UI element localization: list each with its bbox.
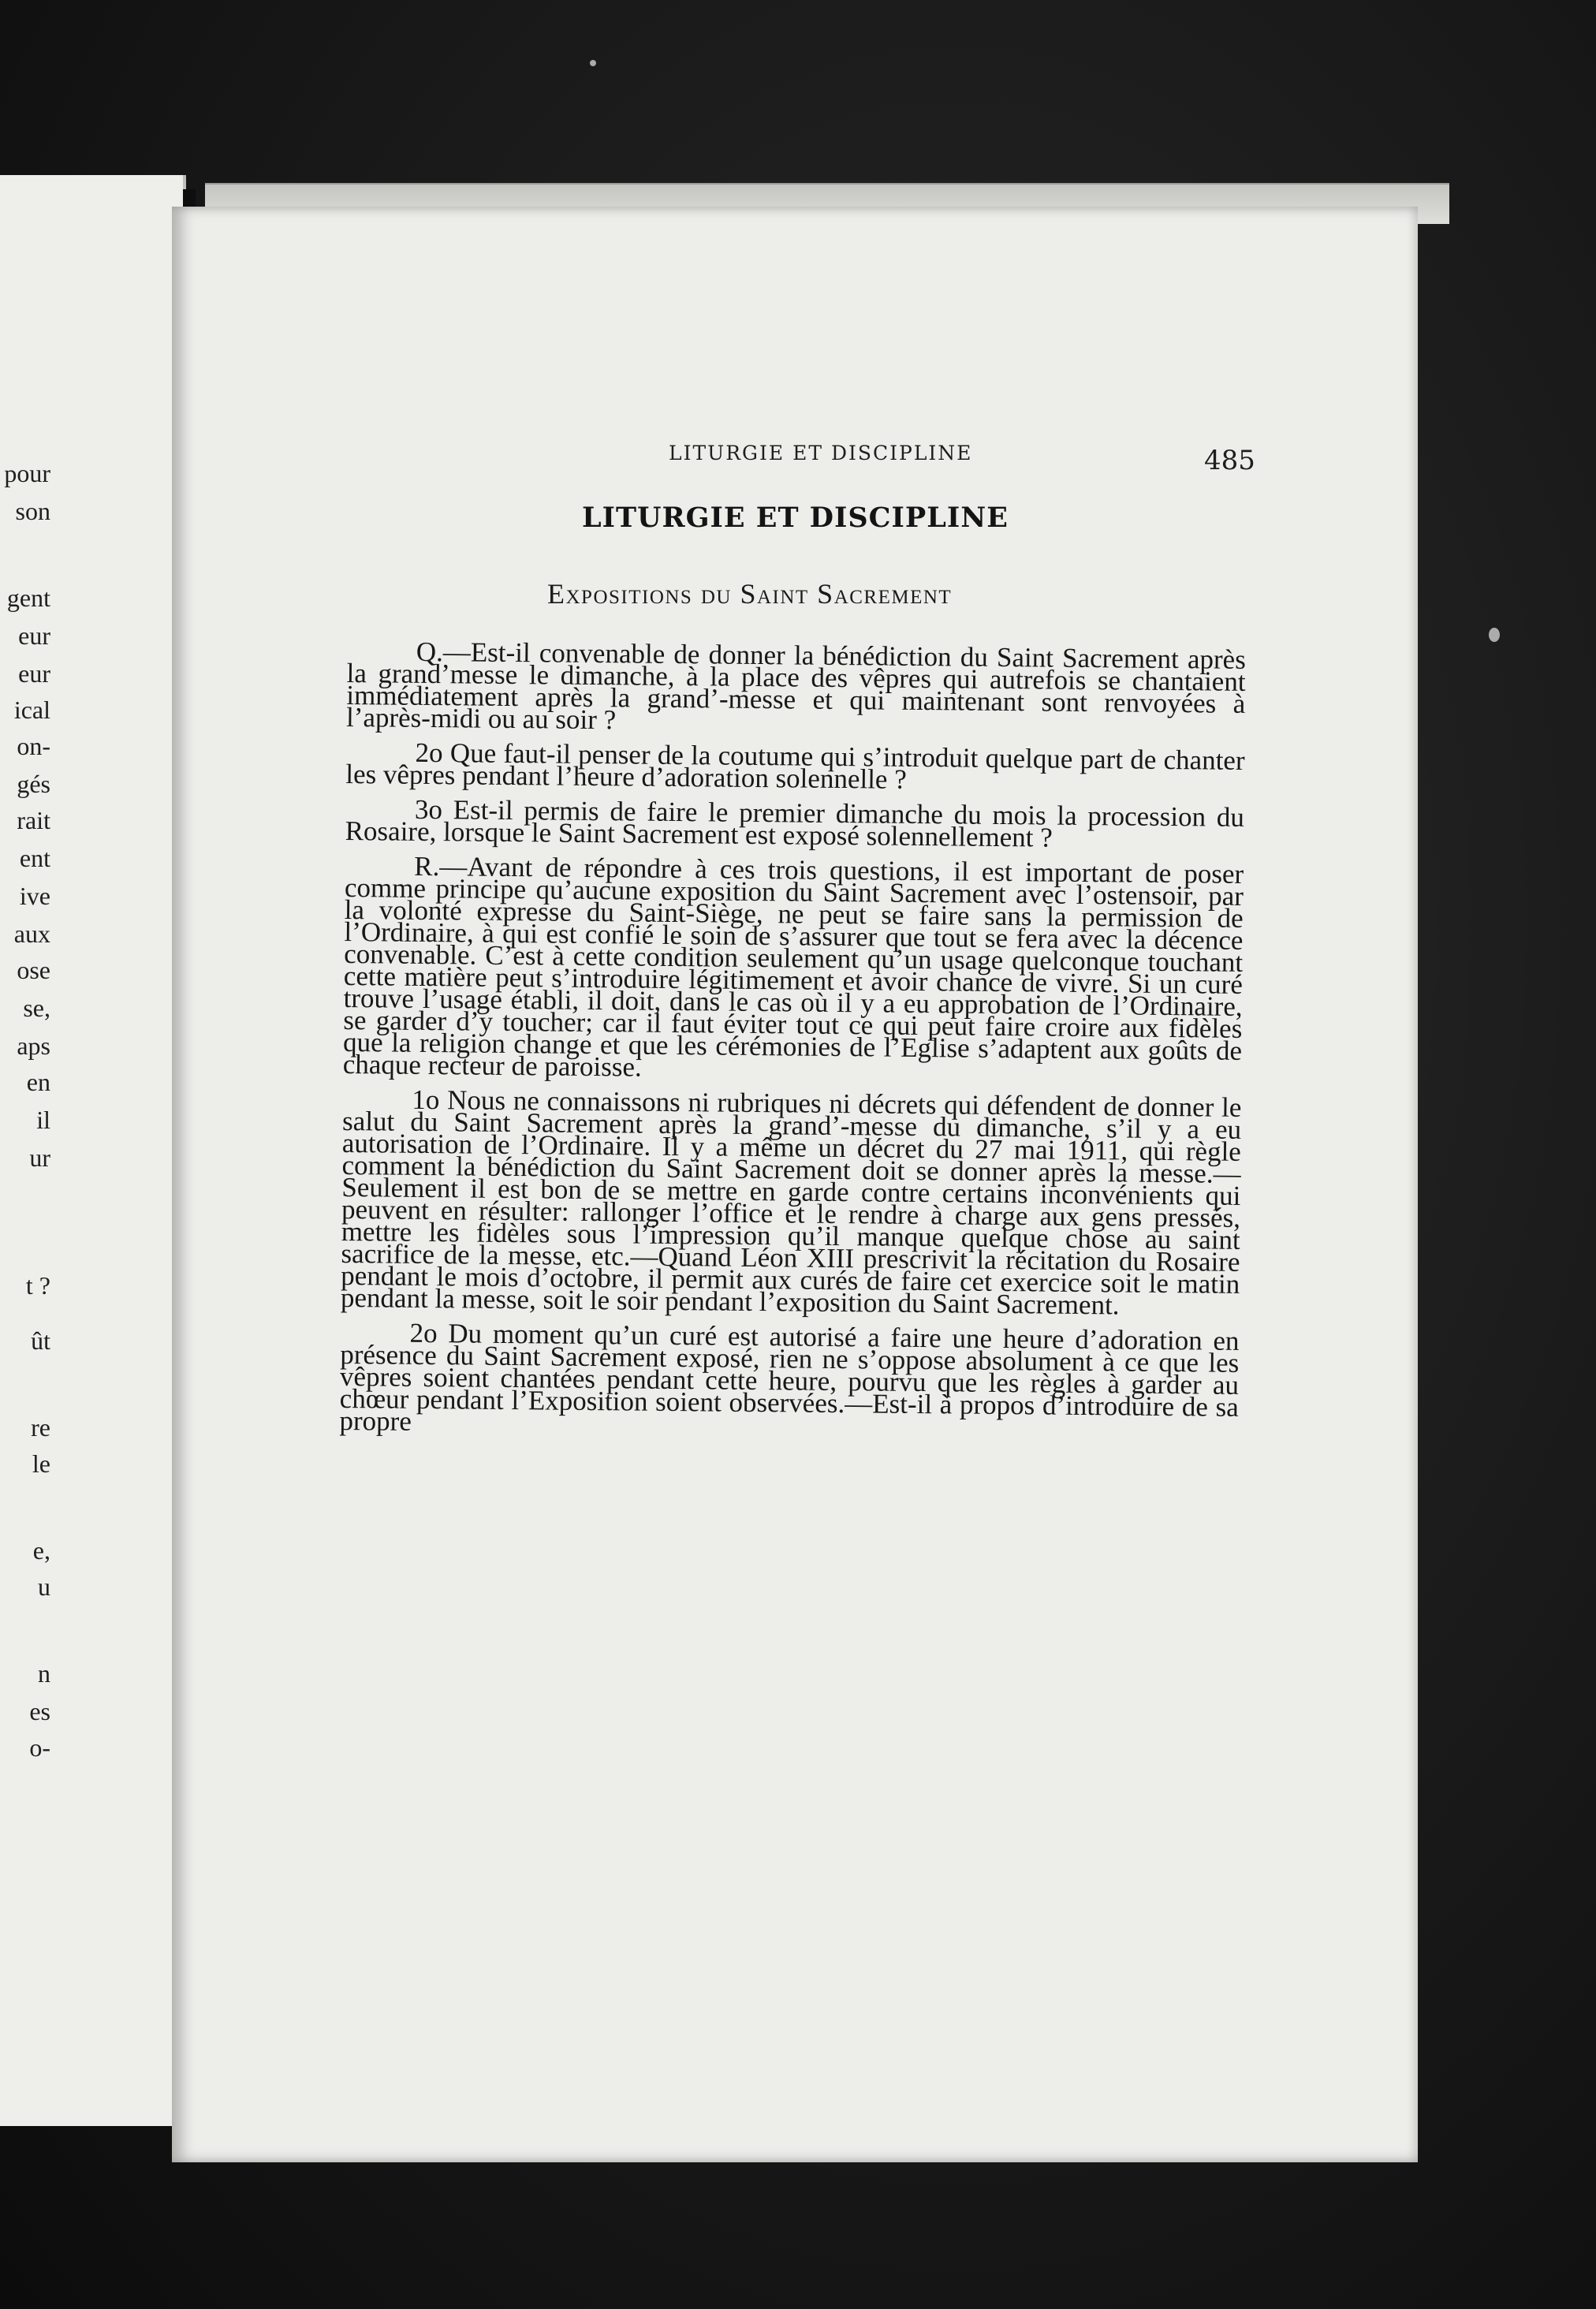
paragraph-response: R.—Avant de répondre à ces trois questions, il est important de poser comme principe qu’aucune exposition du Saint Sacrement avec l’ostensoir, par la volonté expresse du Saint-Siège, ne peut se faire sans la permission de l’Ordinaire, à qui est confié le soin de s’assurer que tout se fera avec la décence convenable. C’est à cette condition seulement qu’un usage quelconque touchant cette matière peut s’introduire légitimement et avoir chance de vivre. Si un curé trouve l’usage établi, il doit, dans le cas où il y a eu approbation de l’Ordinaire, se garder d’y toucher; car il faut éviter tout ce qui peut faire croire aux fidèles que la religion change et que les cérémonies de l’Eglise s’adaptent aux goûts de chaque recteur de paroisse. <box>342 850 1244 1083</box>
left-page-fragment: ent <box>19 844 50 872</box>
left-page-fragment: le <box>32 1449 50 1478</box>
page-number: 485 <box>1204 445 1255 476</box>
paragraph-answer-1: 1o Nous ne connaissons ni rubriques ni décrets qui défendent de donner le salut du Saint Sacrement après la grand’-messe du dimanche, s’il y a eu autorisation de l’Ordinaire. Il y a même un décret du 27 mai 1911, qui règle comment la bénédiction du Saint Sacrement doit se donner après la messe.—Seulement il est bon de se mettre en garde contre certains inconvénients qui peuvent en résulter: rallonger l’office et le rendre à charge aux gens pressés, mettre les fidèles sous l’impression qu’il manque quelque chose au saint sacrifice de la messe, etc.—Quand Léon XIII prescrivit la récitation du Rosaire pendant le mois d’octobre, il permit aux curés de faire cet exercice soit le matin pendant la messe, soit le soir pendant l’exposition du Saint Sacrement. <box>340 1084 1242 1321</box>
left-page-fragment: aps <box>17 1031 50 1060</box>
article-body <box>339 636 1247 1453</box>
left-page-fragment: o- <box>29 1733 50 1762</box>
left-page-fragment: pour <box>4 459 50 487</box>
left-page-fragment: il <box>36 1106 50 1134</box>
left-page-fragment: gés <box>17 770 50 798</box>
paragraph-question-1: Q.—Est-il convenable de donner la bénédiction du Saint Sacrement après la grand’messe le dimanche, à la place des vêpres qui autrefois se chantaient immédiatement après la grand’-messe et qui maintenant sont renvoyées à l’après-midi ou au soir ? <box>345 636 1247 736</box>
paragraph-question-3: 3o Est-il permis de faire le premier dimanche du mois la procession du Rosaire, lorsque le Saint Sacrement est exposé solennellement ? <box>345 793 1245 853</box>
left-page-fragment: son <box>15 497 50 525</box>
left-page-fragment: gent <box>6 584 50 612</box>
left-page-fragment: re <box>31 1413 50 1442</box>
left-page-fragment: rait <box>17 806 50 834</box>
left-page-fragment: es <box>29 1697 50 1725</box>
left-page-fragment: on- <box>17 732 50 760</box>
left-page-fragment: t ? <box>25 1271 50 1300</box>
running-head: LITURGIE ET DISCIPLINE <box>669 442 973 464</box>
left-page-fragment: eur <box>18 659 50 688</box>
dust-speck <box>1489 628 1500 642</box>
left-page-fragment: aux <box>13 919 50 948</box>
left-page-fragment: se, <box>23 994 50 1022</box>
left-page-fragment: ical <box>13 696 50 724</box>
left-page-fragment: ose <box>17 956 50 984</box>
section-title: LITURGIE ET DISCIPLINE <box>582 502 1009 534</box>
left-page-fragment: e, <box>32 1536 50 1565</box>
left-page-fragment: u <box>38 1572 50 1601</box>
dust-speck <box>590 60 596 66</box>
left-page-fragment: eur <box>18 621 50 650</box>
left-page-fragment: n <box>38 1659 50 1688</box>
left-page-fragment: en <box>26 1068 50 1096</box>
left-page-fragment: ive <box>19 882 50 910</box>
paragraph-answer-2: 2o Du moment qu’un curé est autorisé a faire une heure d’adoration en présence du Saint Sacrement exposé, rien ne s’oppose absolument à ce que les vêpres soient chantées pendant cette heure, pourvu que les règles à garder au chœur pendant l’Exposition soient observées.—Est-il à propos d’introduire de sa propre <box>339 1317 1240 1437</box>
section-subtitle: Expositions du Saint Sacrement <box>547 578 953 610</box>
paragraph-question-2: 2o Que faut-il penser de la coutume qui s’introduit quelque part de chanter les vêpres pendant l’heure d’adoration solennelle ? <box>345 737 1245 795</box>
left-page-fragment: ût <box>31 1326 50 1355</box>
left-page-fragment: ur <box>29 1143 50 1172</box>
left-facing-page <box>0 175 183 2126</box>
